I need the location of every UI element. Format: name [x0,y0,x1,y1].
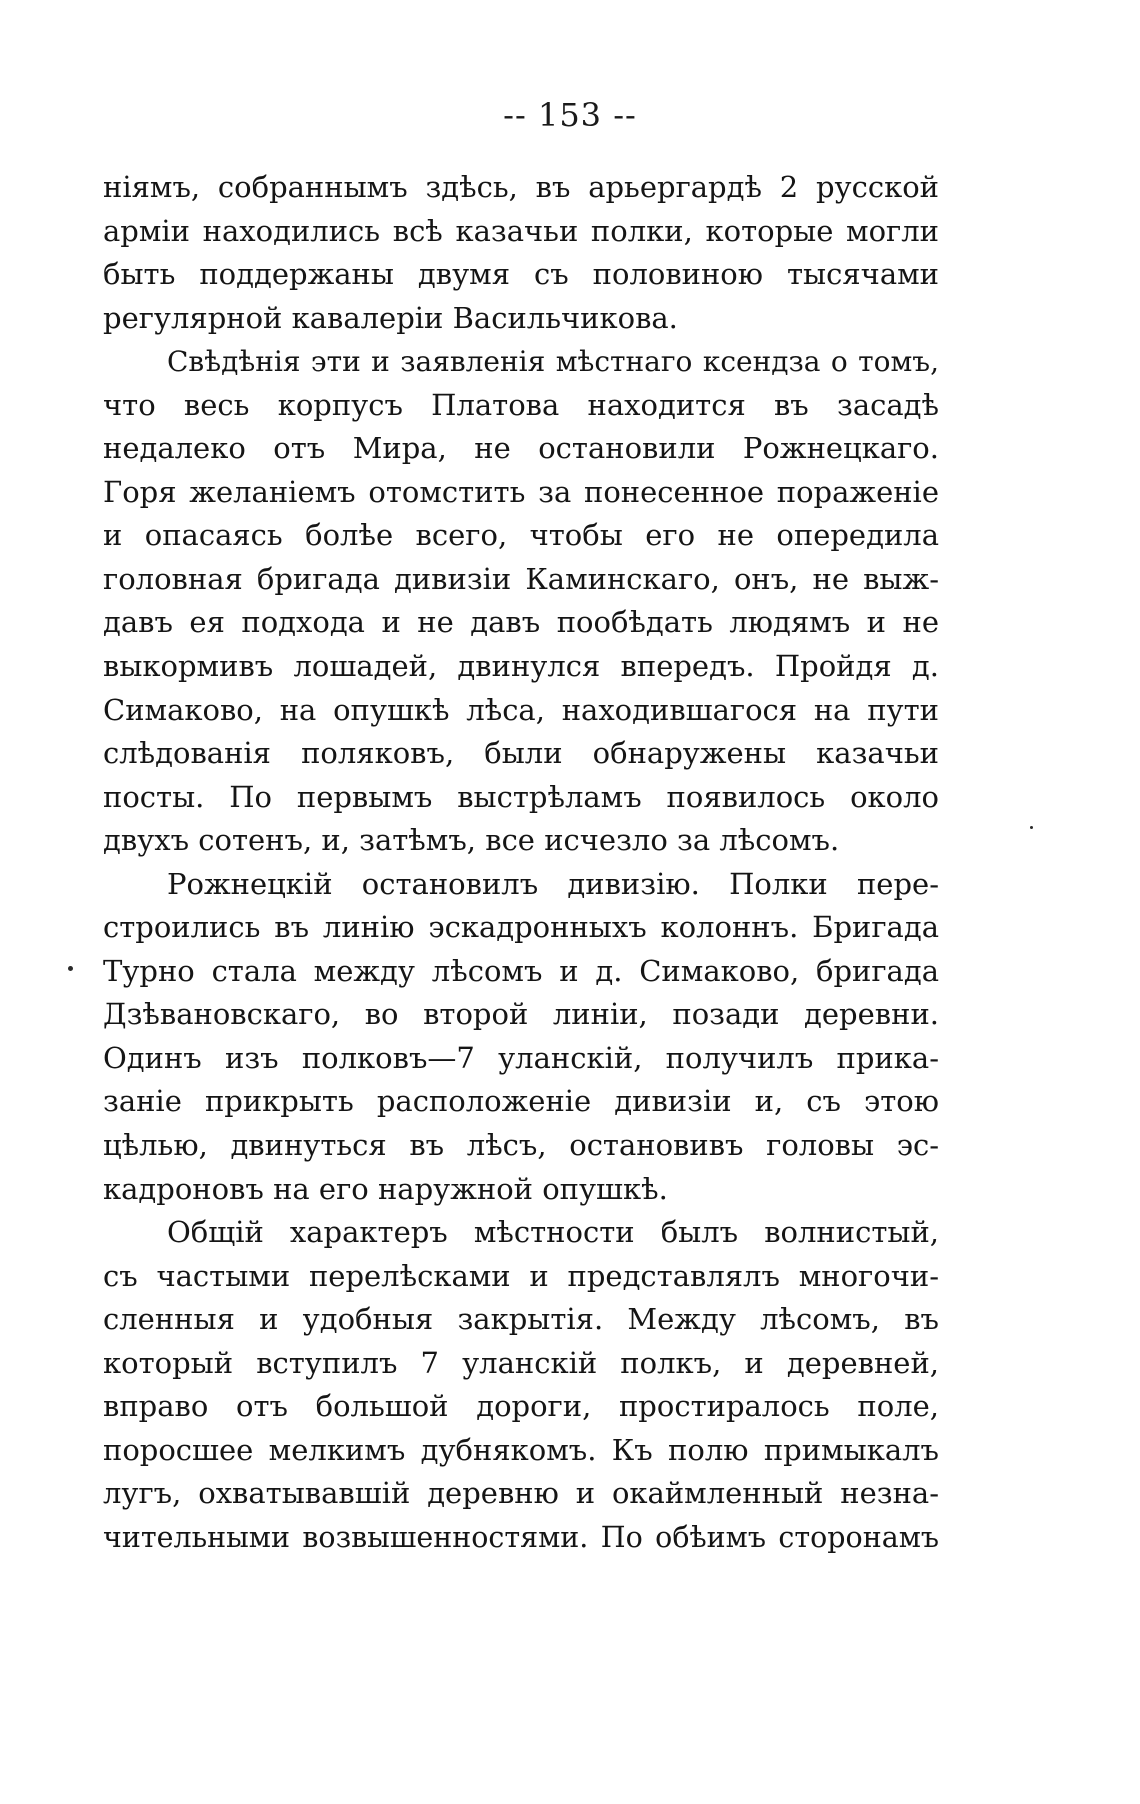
text-line: кадроновъ на его наружной опушкѣ. [103,1171,668,1206]
text-line: чительными возвышенностями. По обѣимъ сторонамъ [103,1520,939,1554]
text-line: регулярной кавалеріи Васильчикова. [103,300,678,335]
text-line: ніямъ, собраннымъ здѣсь, въ арьергардѣ 2 русской [103,170,939,204]
text-line: Свѣдѣнія эти и заявленія мѣстнаго ксендза о томъ, [167,345,939,379]
text-line: сленныя и удобныя закрытія. Между лѣсомъ, въ [103,1302,939,1337]
text-line: арміи находились всѣ казачьи полки, которые могли [103,213,939,248]
text-line: головная бригада дивизіи Каминскаго, онъ, не выж- [103,561,939,596]
text-line: быть поддержаны двумя съ половиною тысячами [103,257,939,292]
text-line: и опасаясь болѣе всего, чтобы его не опередила [103,518,939,553]
print-speck [68,966,73,971]
text-line: съ частыми перелѣсками и представлялъ многочи- [103,1258,939,1293]
text-line: что весь корпусъ Платова находится въ засадѣ [103,387,939,422]
text-line: Общій характеръ мѣстности былъ волнистый, [167,1215,939,1250]
text-line: Симаково, на опушкѣ лѣса, находившагося на пути [103,692,939,727]
text-line: цѣлью, двинуться въ лѣсъ, остановивъ головы эс- [103,1128,939,1163]
print-speck [1030,826,1033,829]
text-line: заніе прикрыть расположеніе дивизіи и, съ этою [103,1084,939,1119]
text-line: Рожнецкій остановилъ дивизію. Полки пере- [167,866,939,901]
text-line: Одинъ изъ полковъ—7 уланскій, получилъ прика- [103,1040,939,1075]
text-line: строились въ линію эскадронныхъ колоннъ. Бригада [103,910,939,945]
text-line: давъ ея подхода и не давъ пообѣдать людямъ и не [103,605,939,640]
text-line: выкормивъ лошадей, двинулся впередъ. Пройдя д. [103,649,939,684]
body-text [103,166,939,1560]
text-line: посты. По первымъ выстрѣламъ появилось около [103,779,939,814]
page-number: -- 153 -- [503,96,637,134]
text-line: вправо отъ большой дороги, простиралось поле, [103,1389,939,1424]
text-line: лугъ, охватывавшій деревню и окаймленный незна- [103,1476,939,1511]
text-line: Дзѣвановскаго, во второй линіи, позади деревни. [103,997,939,1032]
text-line: Горя желаніемъ отомстить за понесенное пораженіе [103,474,939,509]
text-line: который вступилъ 7 уланскій полкъ, и деревней, [103,1345,939,1380]
text-line: поросшее мелкимъ дубнякомъ. Къ полю примыкалъ [103,1432,939,1467]
text-line: недалеко отъ Мира, не остановили Рожнецкаго. [103,431,939,466]
text-line: Турно стала между лѣсомъ и д. Симаково, бригада [103,953,939,988]
text-line: слѣдованія поляковъ, были обнаружены казачьи [103,736,939,771]
text-line: двухъ сотенъ, и, затѣмъ, все исчезло за лѣсомъ. [103,823,840,858]
